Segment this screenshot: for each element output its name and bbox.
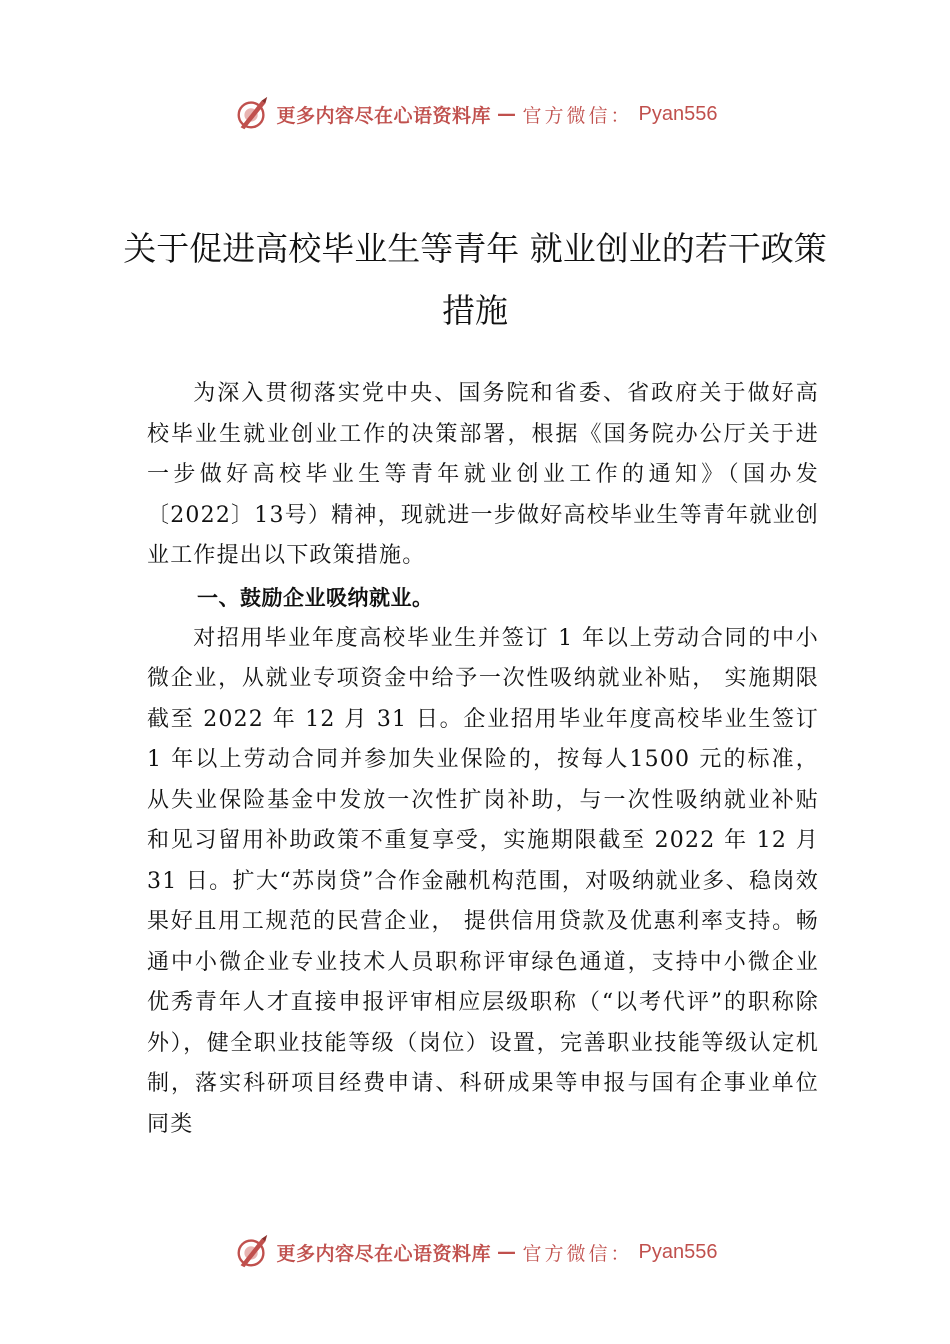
banner-dash: —: [497, 103, 517, 125]
banner-dash: —: [497, 1241, 517, 1263]
banner-wechat-label: 官方微信：: [522, 1242, 633, 1265]
section-1-heading: 一、鼓励企业吸纳就业。: [197, 585, 434, 610]
banner-account-id: Pyan556: [638, 1240, 718, 1263]
document-body: [147, 374, 819, 1145]
footer-watermark-banner: [0, 1230, 950, 1274]
banner-wechat-label: 官方微信：: [522, 104, 633, 127]
intro-paragraph: 为深入贯彻落实党中央、国务院和省委、省政府关于做好高校毕业生就业创业工作的决策部署，根据《国务院办公厅关于进一步做好高校毕业生等青年就业创业工作的通知》（国办发〔2022〕13号）精神，现就进一步做好高校毕业生等青年就业创业工作提出以下政策措施。: [147, 381, 819, 568]
document-title: 关于促进高校毕业生等青年 就业创业的若干政策措施: [123, 229, 827, 330]
banner-brand-text: 更多内容尽在心语资料库: [276, 104, 492, 127]
header-watermark-banner: [0, 92, 950, 136]
pen-logo-icon: [233, 1233, 271, 1271]
section-1-paragraph: 对招用毕业年度高校毕业生并签订 1 年以上劳动合同的中小微企业，从就业专项资金中给予一次性吸纳就业补贴， 实施期限截至 2022 年 12 月 31 日。企业招用毕业年度高校毕业生签订 1 年以上劳动合同并参加失业保险的，按每人1500 元的标准，从失业保险基金中发放一次性扩岗补助，与一次性吸纳就业补贴和见习留用补助政策不重复享受，实施期限截至 2022 年 12 月 31 日。扩大“苏岗贷”合作金融机构范围，对吸纳就业多、稳岗效果好且用工规范的民营企业， 提供信用贷款及优惠利率支持。畅通中小微企业专业技术人员职称评审绿色通道，支持中小微企业优秀青年人才直接申报评审相应层级职称（“以考代评”的职称除外），健全职业技能等级（岗位）设置，完善职业技能等级认定机制，落实科研项目经费申请、科研成果等申报与国有企事业单位同类: [147, 625, 819, 1137]
pen-logo-icon: [233, 95, 271, 133]
banner-account-id: Pyan556: [638, 102, 718, 125]
banner-brand-text: 更多内容尽在心语资料库: [276, 1242, 492, 1265]
